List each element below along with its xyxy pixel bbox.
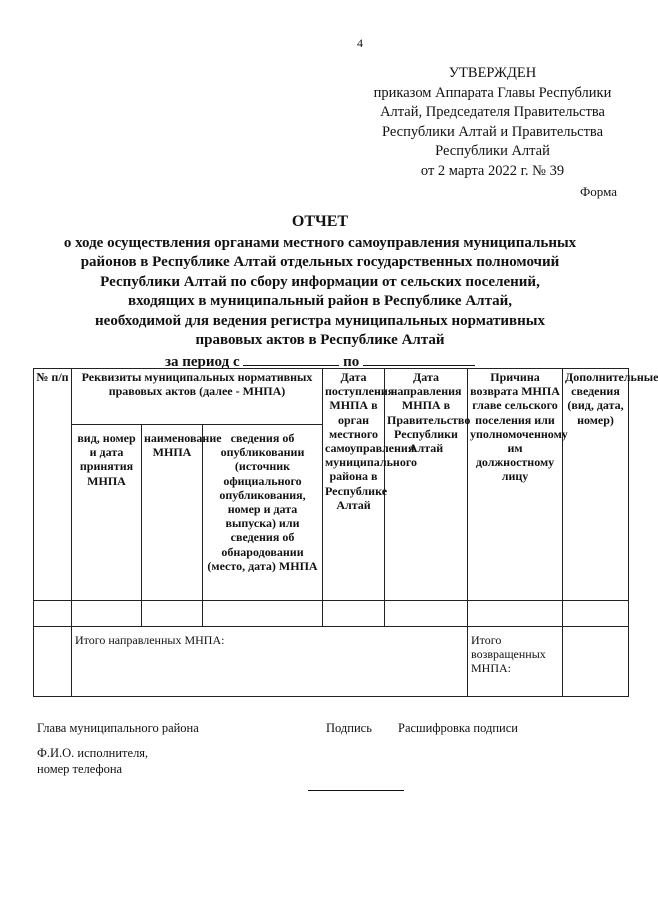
total-sent: Итого направленных МНПА: xyxy=(72,627,468,697)
signature-decode-label: Расшифровка подписи xyxy=(398,721,518,735)
header-return-reason: Причина возврата МНПА главе сельского поселения или уполномоченному им должностному лицу xyxy=(468,369,563,601)
header-sent-date: Дата направления МНПА в Правительство Республики Алтай xyxy=(385,369,468,601)
period-to-blank[interactable] xyxy=(363,351,475,366)
report-table xyxy=(33,368,658,697)
table-cell[interactable] xyxy=(142,601,203,627)
table-cell[interactable] xyxy=(34,601,72,627)
signature-sign-label: Подпись xyxy=(326,721,372,735)
subheader-kind: вид, номер и дата принятия МНПА xyxy=(72,425,142,601)
total-returned: Итого возвращенных МНПА: xyxy=(468,627,563,697)
totals-row xyxy=(34,627,629,697)
table-cell[interactable] xyxy=(34,627,72,697)
table-cell[interactable] xyxy=(72,601,142,627)
table-cell[interactable] xyxy=(563,601,629,627)
approval-line: Республики Алтай и Правительства xyxy=(381,123,604,140)
table-cell[interactable] xyxy=(563,627,629,697)
subheader-publication: сведения об опубликовании (источник официального опубликования, номер и дата выпуска) или сведения об обнародовании (место, дата) МНПА xyxy=(203,425,323,601)
approval-line: приказом Аппарата Главы Республики xyxy=(373,84,612,101)
approval-line: от 2 марта 2022 г. № 39 xyxy=(420,162,565,179)
period-mid: по xyxy=(343,353,360,370)
approval-line: УТВЕРЖДЕН xyxy=(448,65,537,81)
approval-block xyxy=(350,64,635,181)
table-cell[interactable] xyxy=(323,601,385,627)
executor-label: Ф.И.О. исполнителя, xyxy=(37,746,149,760)
signature-head-label: Глава муниципального района xyxy=(37,721,199,735)
title-line: Республики Алтай по сбору информации от сельских поселений, xyxy=(100,273,540,290)
report-heading: ОТЧЕТ xyxy=(291,213,349,230)
title-line: входящих в муниципальный район в Республике Алтай, xyxy=(127,293,513,309)
header-requisites: Реквизиты муниципальных нормативных правовых актов (далее - МНПА) xyxy=(72,369,323,425)
table-cell[interactable] xyxy=(203,601,323,627)
divider xyxy=(308,790,404,791)
page-number: 4 xyxy=(357,36,363,50)
header-extra: Дополнительные сведения (вид, дата, номер) xyxy=(563,369,629,601)
table-cell[interactable] xyxy=(468,601,563,627)
header-receipt-date: Дата поступления МНПА в орган местного самоуправления муниципального района в Республике Алтай xyxy=(323,369,385,601)
title-line: правовых актов в Республике Алтай xyxy=(195,332,445,348)
table-cell[interactable] xyxy=(385,601,468,627)
report-title xyxy=(40,212,600,372)
approval-line: Алтай, Председателя Правительства xyxy=(380,104,605,120)
subheader-name: наименование МНПА xyxy=(142,425,203,601)
table-row xyxy=(34,601,629,627)
phone-label: номер телефона xyxy=(37,762,123,776)
form-label: Форма xyxy=(580,184,617,199)
title-line: о ходе осуществления органами местного самоуправления муниципальных xyxy=(63,234,577,251)
title-line: районов в Республике Алтай отдельных государственных полномочий xyxy=(80,254,560,270)
title-line: необходимой для ведения регистра муниципальных нормативных xyxy=(95,312,545,329)
approval-line: Республики Алтай xyxy=(435,143,550,159)
header-num: № п/п xyxy=(34,369,72,601)
period-from-blank[interactable] xyxy=(243,351,339,366)
period-prefix: за период с xyxy=(164,353,240,370)
